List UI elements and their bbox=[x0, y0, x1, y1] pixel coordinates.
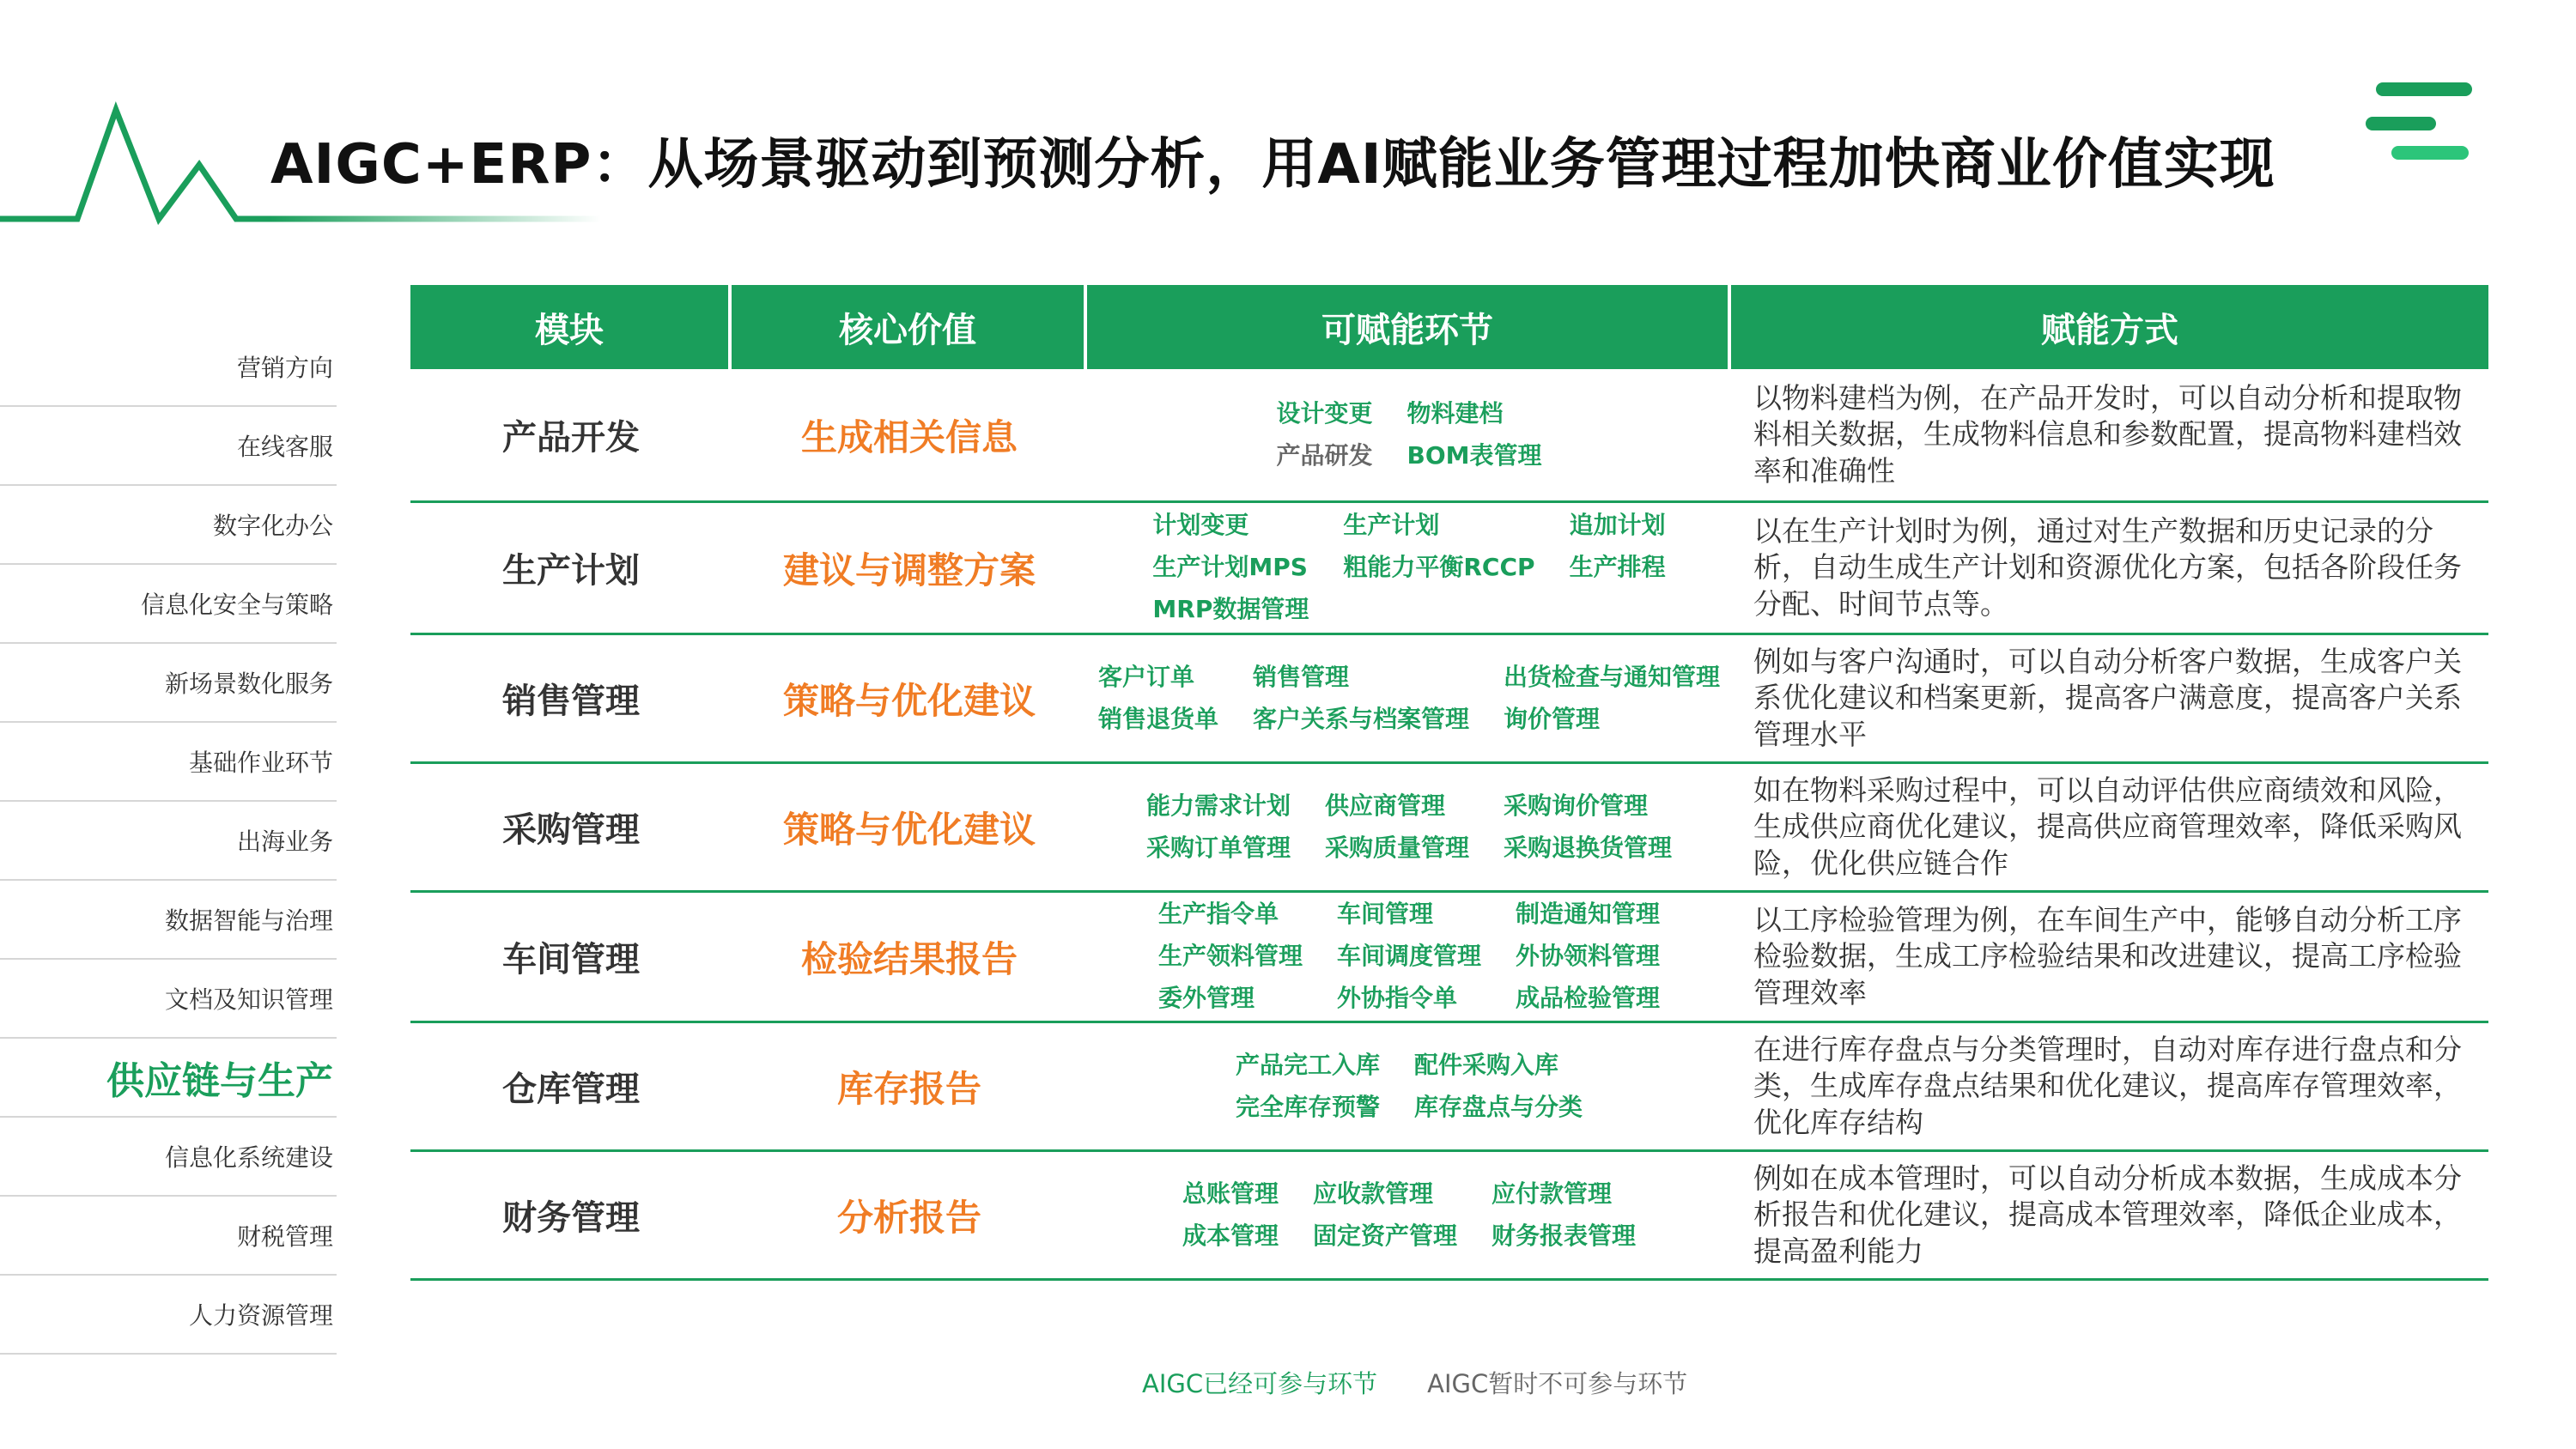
table-header bbox=[410, 285, 2488, 369]
step-link[interactable]: 车间管理 bbox=[1336, 900, 1433, 929]
step-link[interactable]: 采购订单管理 bbox=[1145, 833, 1291, 862]
step-link[interactable]: 设计变更 bbox=[1276, 398, 1373, 427]
table-row bbox=[410, 893, 2488, 1023]
table-row bbox=[410, 369, 2488, 503]
step-link[interactable]: BOM表管理 bbox=[1406, 440, 1542, 470]
brand-logo-icon bbox=[2366, 79, 2477, 172]
step-link[interactable]: 销售管理 bbox=[1252, 662, 1349, 691]
step-link[interactable]: MRP数据管理 bbox=[1152, 594, 1309, 623]
table-row bbox=[410, 635, 2488, 764]
enablement-description: 在进行库存盘点与分类管理时，自动对库存进行盘点和分类，生成库存盘点结果和优化建议，提高库存管理效率，优化库存结构 bbox=[1753, 1033, 2462, 1139]
step-link[interactable]: 采购退换货管理 bbox=[1504, 833, 1673, 862]
module-name: 财务管理 bbox=[502, 1198, 640, 1238]
step-link[interactable]: 车间调度管理 bbox=[1336, 942, 1481, 971]
step-link[interactable]: 财务报表管理 bbox=[1492, 1221, 1637, 1250]
enableable-steps bbox=[1087, 1023, 1731, 1149]
enableable-steps bbox=[1087, 764, 1731, 890]
step-link[interactable]: 完全库存预警 bbox=[1235, 1092, 1380, 1121]
step-link[interactable]: 应收款管理 bbox=[1312, 1179, 1433, 1208]
core-value: 策略与优化建议 bbox=[782, 808, 1036, 851]
step-link[interactable]: 采购质量管理 bbox=[1324, 833, 1469, 862]
core-value: 检验结果报告 bbox=[800, 937, 1018, 980]
core-value: 生成相关信息 bbox=[800, 415, 1018, 458]
step-link[interactable]: 生产计划MPS bbox=[1152, 553, 1308, 582]
module-name: 生产计划 bbox=[502, 551, 640, 591]
sidebar-item[interactable]: 数据智能与治理 bbox=[0, 881, 337, 960]
header-core-value: 核心价值 bbox=[732, 285, 1087, 369]
step-link[interactable]: 计划变更 bbox=[1152, 511, 1249, 540]
table-row bbox=[410, 764, 2488, 893]
table-row bbox=[410, 1152, 2488, 1281]
step-link[interactable]: 委外管理 bbox=[1157, 983, 1255, 1012]
module-name: 产品开发 bbox=[502, 418, 640, 458]
sidebar-item[interactable]: 在线客服 bbox=[0, 407, 337, 486]
aigc-erp-table bbox=[410, 285, 2488, 1281]
table-body bbox=[410, 369, 2488, 1281]
step-link[interactable]: 粗能力平衡RCCP bbox=[1343, 553, 1535, 582]
core-value: 库存报告 bbox=[836, 1067, 981, 1110]
step-link[interactable]: 采购询价管理 bbox=[1504, 791, 1649, 820]
sidebar-item[interactable]: 新场景数化服务 bbox=[0, 644, 337, 723]
enablement-description: 如在物料采购过程中，可以自动评估供应商绩效和风险，生成供应商优化建议，提高供应商管理效率，降低采购风险，优化供应链合作 bbox=[1753, 773, 2462, 880]
page-title: AIGC+ERP：从场景驱动到预测分析，用AI赋能业务管理过程加快商业价值实现 bbox=[270, 133, 2275, 197]
header-enableable-steps: 可赋能环节 bbox=[1087, 285, 1731, 369]
sidebar-item[interactable]: 文档及知识管理 bbox=[0, 960, 337, 1039]
sidebar-item[interactable]: 出海业务 bbox=[0, 802, 337, 881]
step-link[interactable]: 供应商管理 bbox=[1324, 791, 1445, 820]
step-link[interactable]: 出货检查与通知管理 bbox=[1504, 662, 1721, 691]
module-name: 销售管理 bbox=[502, 682, 640, 721]
step-link[interactable]: 固定资产管理 bbox=[1312, 1221, 1457, 1250]
step-link[interactable]: 能力需求计划 bbox=[1145, 791, 1291, 820]
sidebar-item[interactable]: 营销方向 bbox=[0, 328, 337, 407]
module-name: 仓库管理 bbox=[502, 1070, 640, 1109]
step-link[interactable]: 产品完工入库 bbox=[1235, 1050, 1380, 1079]
sidebar-item[interactable]: 数字化办公 bbox=[0, 486, 337, 565]
sidebar-item[interactable]: 财税管理 bbox=[0, 1197, 337, 1276]
sidebar-item[interactable]: 基础作业环节 bbox=[0, 723, 337, 802]
enablement-description: 例如在成本管理时，可以自动分析成本数据，生成成本分析报告和优化建议，提高成本管理效率，降低企业成本，提高盈利能力 bbox=[1753, 1161, 2462, 1268]
step-link[interactable]: 配件采购入库 bbox=[1414, 1050, 1559, 1079]
module-name: 采购管理 bbox=[502, 810, 640, 850]
step-link[interactable]: 库存盘点与分类 bbox=[1414, 1092, 1583, 1121]
step-link[interactable]: 生产排程 bbox=[1569, 553, 1666, 582]
core-value: 分析报告 bbox=[836, 1196, 981, 1239]
step-link[interactable]: 外协指令单 bbox=[1336, 983, 1457, 1012]
step-link[interactable]: 成本管理 bbox=[1182, 1221, 1279, 1250]
step-link[interactable]: 追加计划 bbox=[1569, 511, 1666, 540]
step-link[interactable]: 客户关系与档案管理 bbox=[1252, 704, 1469, 733]
core-value: 建议与调整方案 bbox=[782, 549, 1036, 591]
table-row bbox=[410, 503, 2488, 635]
header-enablement-method: 赋能方式 bbox=[1731, 285, 2488, 369]
enablement-description: 例如与客户沟通时，可以自动分析客户数据，生成客户关系优化建议和档案更新，提高客户满意度，提高客户关系管理水平 bbox=[1753, 645, 2462, 751]
sidebar-item[interactable]: 信息化系统建设 bbox=[0, 1118, 337, 1197]
step-link[interactable]: 总账管理 bbox=[1182, 1179, 1279, 1208]
enableable-steps bbox=[1087, 1152, 1731, 1278]
enableable-steps bbox=[1087, 893, 1731, 1021]
legend-enabled: AIGC已经可参与环节 bbox=[1142, 1369, 1378, 1398]
step-link[interactable]: 生产计划 bbox=[1343, 511, 1440, 540]
step-link[interactable]: 客户订单 bbox=[1097, 662, 1194, 691]
sidebar-item[interactable]: 人力资源管理 bbox=[0, 1276, 337, 1355]
module-name: 车间管理 bbox=[502, 940, 640, 979]
sidebar-item[interactable]: 供应链与生产 bbox=[0, 1039, 337, 1118]
sidebar-item[interactable]: 信息化安全与策略 bbox=[0, 565, 337, 644]
step-link[interactable]: 产品研发 bbox=[1276, 440, 1373, 470]
enableable-steps bbox=[1087, 503, 1731, 633]
step-link[interactable]: 生产领料管理 bbox=[1157, 942, 1303, 971]
enablement-description: 以在生产计划时为例，通过对生产数据和历史记录的分析，自动生成生产计划和资源优化方案，包括各阶段任务分配、时间节点等。 bbox=[1753, 514, 2462, 621]
legend-disabled: AIGC暂时不可参与环节 bbox=[1427, 1369, 1688, 1398]
enableable-steps bbox=[1087, 635, 1731, 761]
step-link[interactable]: 制造通知管理 bbox=[1516, 900, 1661, 929]
step-link[interactable]: 成品检验管理 bbox=[1516, 983, 1661, 1012]
table-row bbox=[410, 1023, 2488, 1152]
step-link[interactable]: 询价管理 bbox=[1504, 704, 1601, 733]
header-module: 模块 bbox=[410, 285, 732, 369]
step-link[interactable]: 物料建档 bbox=[1406, 398, 1504, 427]
core-value: 策略与优化建议 bbox=[782, 679, 1036, 722]
step-link[interactable]: 生产指令单 bbox=[1157, 900, 1279, 929]
sidebar-nav bbox=[0, 328, 337, 1355]
step-link[interactable]: 应付款管理 bbox=[1492, 1179, 1613, 1208]
enablement-description: 以物料建档为例，在产品开发时，可以自动分析和提取物料相关数据，生成物料信息和参数配置，提高物料建档效率和准确性 bbox=[1753, 381, 2462, 488]
enableable-steps bbox=[1087, 369, 1731, 500]
step-link[interactable]: 销售退货单 bbox=[1097, 704, 1218, 733]
legend bbox=[1142, 1365, 1687, 1400]
enablement-description: 以工序检验管理为例，在车间生产中，能够自动分析工序检验数据，生成工序检验结果和改进建议，提高工序检验管理效率 bbox=[1753, 903, 2462, 1009]
step-link[interactable]: 外协领料管理 bbox=[1516, 942, 1661, 971]
